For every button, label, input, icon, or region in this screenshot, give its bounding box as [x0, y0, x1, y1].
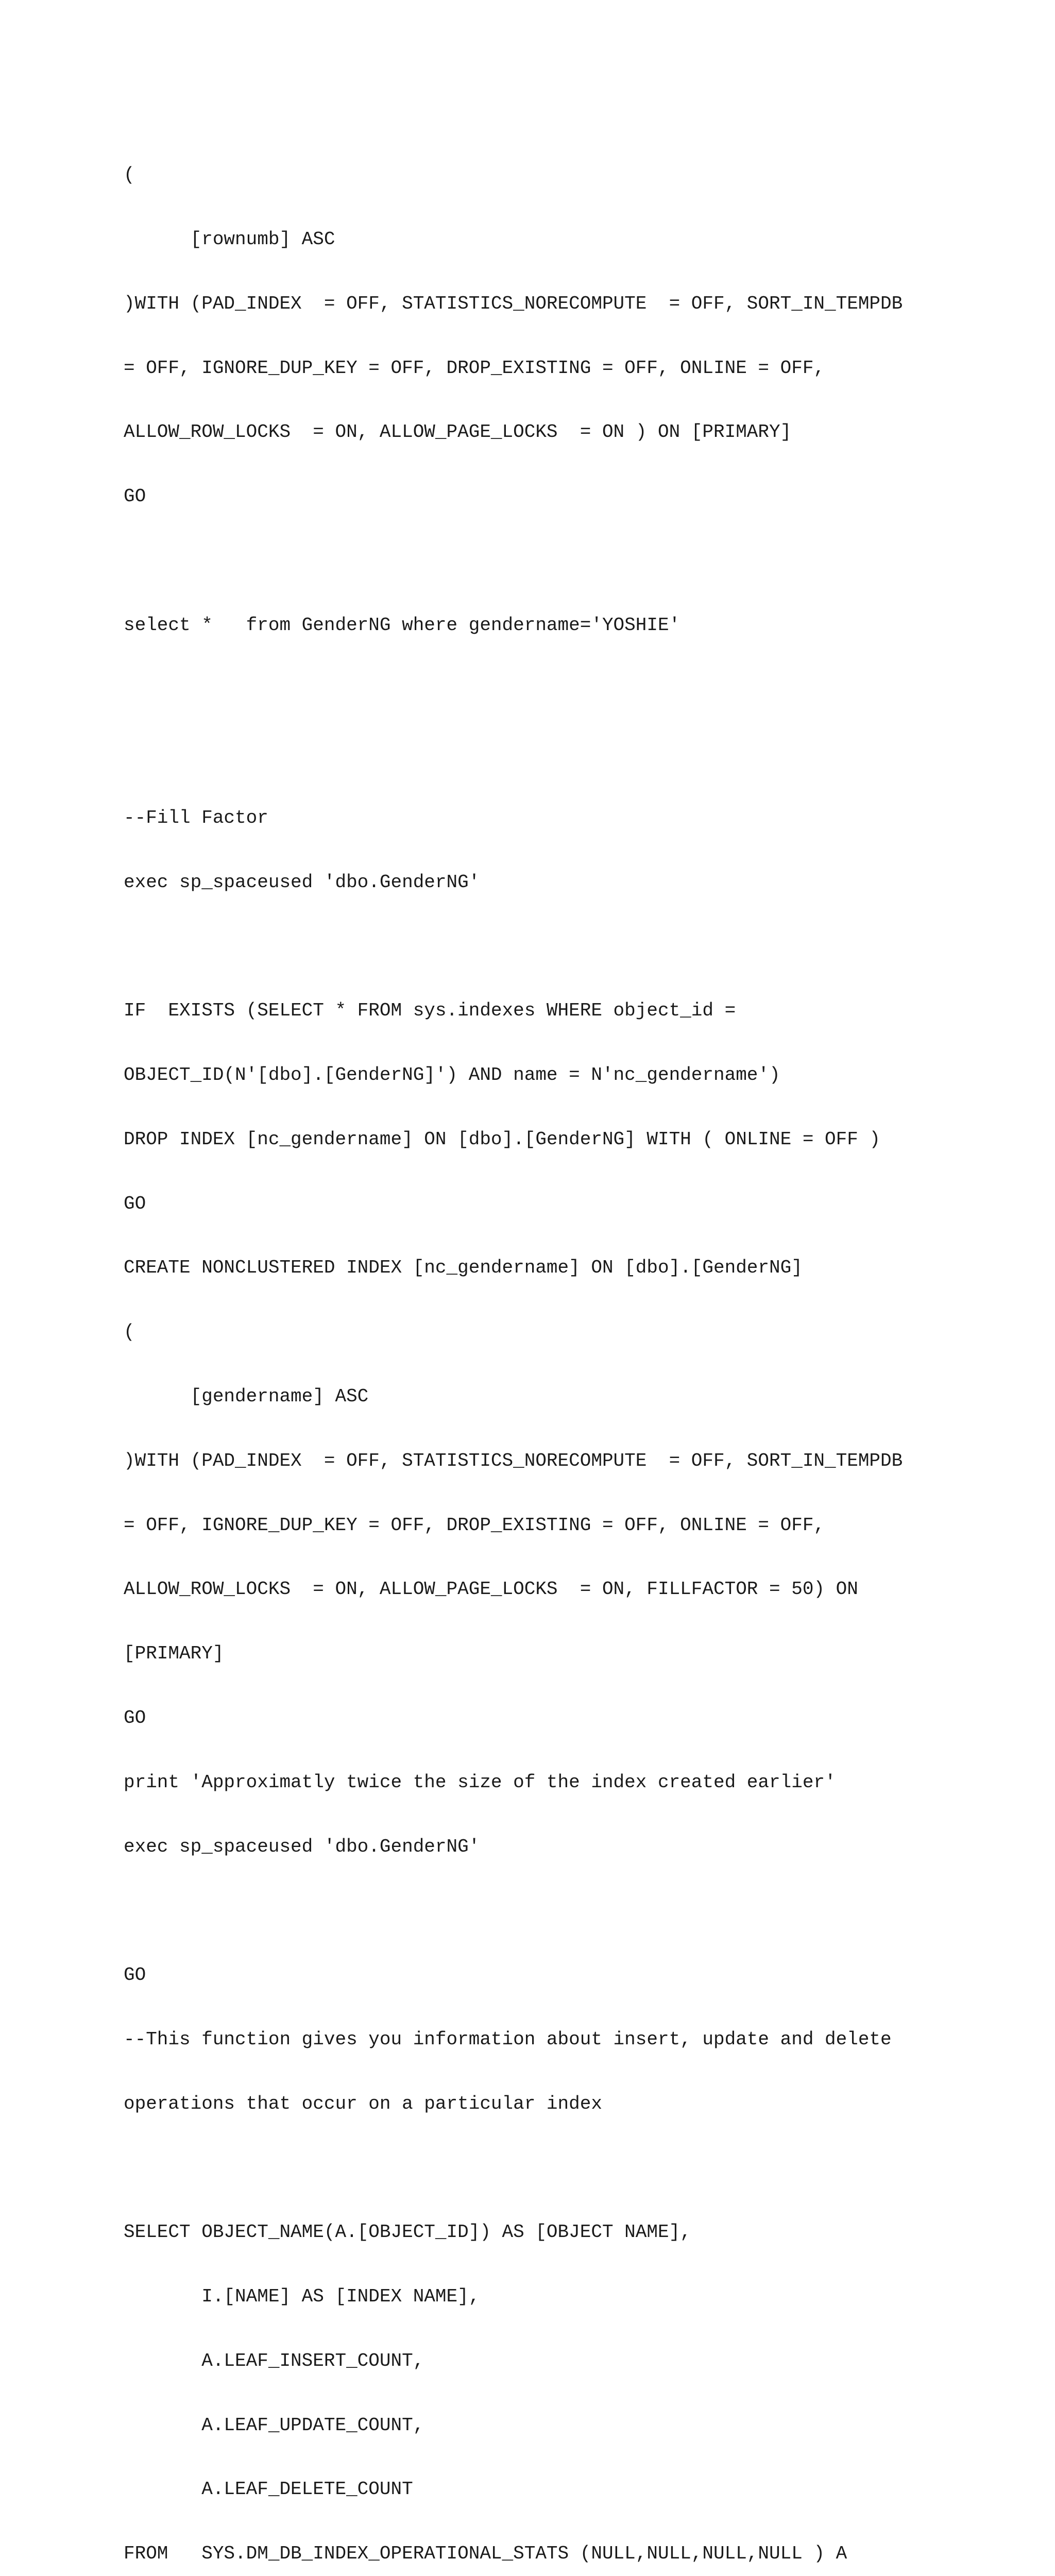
code-line: [gendername] ASC: [124, 1386, 369, 1408]
code-line: --Fill Factor: [124, 807, 268, 828]
code-line: A.LEAF_DELETE_COUNT: [124, 2479, 413, 2500]
code-line: CREATE NONCLUSTERED INDEX [nc_gendername] ON [dbo].[GenderNG]: [124, 1257, 803, 1279]
code-line: (: [124, 164, 135, 186]
code-line: exec sp_spaceused 'dbo.GenderNG': [124, 871, 480, 893]
code-line: [rownumb] ASC: [124, 228, 335, 250]
code-line: SELECT OBJECT_NAME(A.[OBJECT_ID]) AS [OBJECT NAME],: [124, 2222, 691, 2243]
code-line: GO: [124, 1707, 146, 1728]
code-line: A.LEAF_INSERT_COUNT,: [124, 2350, 424, 2371]
code-line: print 'Approximatly twice the size of the index created earlier': [124, 1771, 836, 1793]
code-line: operations that occur on a particular index: [124, 2093, 602, 2114]
code-line: A.LEAF_UPDATE_COUNT,: [124, 2414, 424, 2436]
code-line: IF EXISTS (SELECT * FROM sys.indexes WHERE object_id =: [124, 1000, 736, 1022]
code-line: ALLOW_ROW_LOCKS = ON, ALLOW_PAGE_LOCKS = ON, FILLFACTOR = 50) ON: [124, 1579, 858, 1600]
code-line: [124, 1900, 1041, 1922]
code-line: [124, 2157, 1041, 2179]
code-line: GO: [124, 1964, 146, 1986]
code-line: I.[NAME] AS [INDEX NAME],: [124, 2285, 480, 2307]
code-line: [124, 743, 1041, 765]
code-line: [124, 936, 1041, 958]
code-line: --This function gives you information about insert, update and delete: [124, 2028, 892, 2050]
code-line: = OFF, IGNORE_DUP_KEY = OFF, DROP_EXISTING = OFF, ONLINE = OFF,: [124, 1514, 825, 1536]
code-line: exec sp_spaceused 'dbo.GenderNG': [124, 1836, 480, 1857]
code-line: = OFF, IGNORE_DUP_KEY = OFF, DROP_EXISTING = OFF, ONLINE = OFF,: [124, 357, 825, 379]
code-line: GO: [124, 486, 146, 507]
code-line: [124, 679, 1041, 700]
code-line: )WITH (PAD_INDEX = OFF, STATISTICS_NORECOMPUTE = OFF, SORT_IN_TEMPDB: [124, 1450, 903, 1471]
code-line: (: [124, 1321, 135, 1343]
code-line: [PRIMARY]: [124, 1643, 224, 1665]
code-line: GO: [124, 1193, 146, 1214]
code-line: DROP INDEX [nc_gendername] ON [dbo].[GenderNG] WITH ( ONLINE = OFF ): [124, 1128, 881, 1150]
code-line: ALLOW_ROW_LOCKS = ON, ALLOW_PAGE_LOCKS = ON ) ON [PRIMARY]: [124, 421, 792, 443]
code-line: [124, 550, 1041, 572]
code-line: select * from GenderNG where gendername='YOSHIE': [124, 614, 680, 636]
sql-code-block: [124, 122, 1041, 2576]
code-line: FROM SYS.DM_DB_INDEX_OPERATIONAL_STATS (NULL,NULL,NULL,NULL ) A: [124, 2543, 847, 2565]
code-line: OBJECT_ID(N'[dbo].[GenderNG]') AND name = N'nc_gendername'): [124, 1064, 780, 1086]
code-line: )WITH (PAD_INDEX = OFF, STATISTICS_NORECOMPUTE = OFF, SORT_IN_TEMPDB: [124, 293, 903, 314]
